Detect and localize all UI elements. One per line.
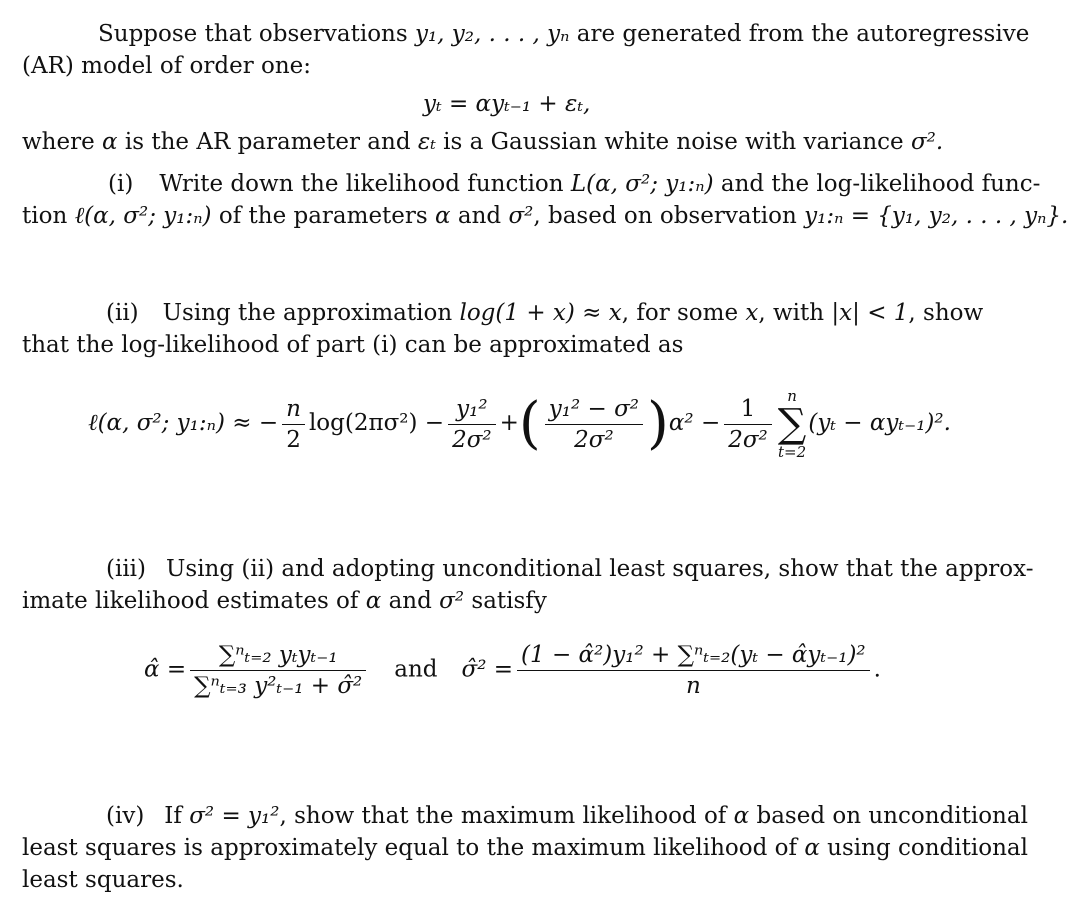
part-iv-line-3: least squares. xyxy=(22,867,184,893)
frac-denominator: 2σ² xyxy=(448,424,496,455)
part-iv-text: If xyxy=(164,803,190,829)
intro-paragraph xyxy=(22,18,1030,82)
fraction-n-over-2 xyxy=(282,394,305,455)
intro-text: are generated from the autoregressive xyxy=(569,21,1030,47)
part-i-line-1 xyxy=(22,168,1041,200)
part-iii-text: satisfy xyxy=(464,588,547,614)
fraction-alpha-hat xyxy=(190,640,366,701)
part-label: (i) xyxy=(108,171,134,197)
part-ii-paragraph xyxy=(22,297,997,361)
intro-text: is a Gaussian white noise with variance xyxy=(435,129,911,155)
fraction-1-over-2sigma xyxy=(724,394,772,455)
part-iv-text: based on unconditional xyxy=(749,803,1028,829)
math-condition: |x| < 1 xyxy=(831,300,909,326)
eq-alpha-squared: α² − xyxy=(668,410,721,436)
intro-line-1 xyxy=(22,18,1030,50)
intro-line-3 xyxy=(22,126,997,158)
part-ii-line-1 xyxy=(22,297,997,329)
part-i-text: and the log-likelihood func- xyxy=(713,171,1041,197)
math-alpha: α xyxy=(102,129,118,155)
approx-log-likelihood-equation xyxy=(88,388,951,460)
part-iii-line-1 xyxy=(22,553,1034,585)
part-ii-text: , with xyxy=(758,300,832,326)
frac-numerator: 1 xyxy=(740,395,756,422)
part-iii-line-2 xyxy=(22,585,997,617)
part-i-text: Write down the likelihood function xyxy=(159,171,571,197)
eq-sigma-hat: σ̂² = xyxy=(461,656,514,683)
frac-denominator: 2σ² xyxy=(724,424,772,455)
math-alpha: α xyxy=(804,835,820,861)
eq-period: . xyxy=(873,656,881,683)
intro-text: where xyxy=(22,129,103,155)
sum-symbol: ∑ xyxy=(777,401,807,447)
math-condition: σ² = y₁² xyxy=(189,803,280,829)
frac-denominator: ∑ⁿₜ₌₃ y²ₜ₋₁ + σ̂² xyxy=(190,670,366,701)
fraction-y1-over-2sigma xyxy=(448,394,496,455)
frac-numerator: y₁² − σ² xyxy=(548,395,640,422)
left-paren: ( xyxy=(518,391,541,456)
intro-text: is the AR parameter and xyxy=(117,129,418,155)
math-alpha: α xyxy=(733,803,750,829)
part-ii-text: Using the approximation xyxy=(162,300,460,326)
summation xyxy=(778,388,807,460)
part-iv-text: , show that the maximum likelihood of xyxy=(279,803,734,829)
math-variance: σ². xyxy=(910,129,944,155)
math-log-likelihood: ℓ(α, σ²; y₁:ₙ) xyxy=(74,203,212,229)
fraction-sigma-hat xyxy=(517,640,870,701)
part-i-text: and xyxy=(450,203,509,229)
part-iii-paragraph xyxy=(22,553,1034,617)
sum-body: (yₜ − αyₜ₋₁)². xyxy=(808,410,951,436)
part-i-paragraph xyxy=(22,168,1068,232)
part-iv-text: using conditional xyxy=(819,835,1028,861)
math-observations: y₁, y₂, . . . , yₙ xyxy=(414,21,570,47)
math-likelihood: L(α, σ²; y₁:ₙ) xyxy=(570,171,714,197)
frac-denominator: n xyxy=(517,670,870,701)
math-x: x xyxy=(745,300,759,326)
ar-model-equation: yₜ = αyₜ₋₁ + εₜ, xyxy=(423,91,591,117)
eq-and: and xyxy=(394,656,438,683)
frac-numerator: ∑ⁿₜ₌₂ yₜyₜ₋₁ xyxy=(218,642,338,668)
estimates-equation xyxy=(144,640,881,701)
eq-log-term: log(2πσ²) − xyxy=(308,410,445,436)
eq-lhs: ℓ(α, σ²; y₁:ₙ) ≈ − xyxy=(88,410,279,436)
part-iv-text: least squares is approximately equal to the maximum likelihood of xyxy=(22,835,805,861)
fraction-y1-minus-sigma xyxy=(545,394,643,455)
math-alpha: α xyxy=(365,588,382,614)
part-label: (ii) xyxy=(106,300,139,326)
eq-alpha-hat: α̂ = xyxy=(144,656,187,683)
math-sigma-sq: σ² xyxy=(508,203,534,229)
right-paren: ) xyxy=(647,391,669,456)
intro-line-2: (AR) model of order one: xyxy=(22,53,312,79)
part-iv-line-2 xyxy=(22,832,1028,864)
part-ii-line-2: that the log-likelihood of part (i) can be approximated as xyxy=(22,332,684,358)
part-i-line-2 xyxy=(22,200,1068,232)
math-sigma-sq: σ² xyxy=(439,588,465,614)
math-approximation: log(1 + x) ≈ x xyxy=(459,300,622,326)
frac-numerator: y₁² xyxy=(456,395,488,422)
math-alpha: α xyxy=(435,203,451,229)
math-epsilon: εₜ xyxy=(417,129,436,155)
intro-text: Suppose that observations xyxy=(98,21,415,47)
part-i-text: tion xyxy=(22,203,75,229)
part-iv-line-1 xyxy=(22,800,1028,832)
eq-plus: + xyxy=(499,410,519,436)
part-label: (iii) xyxy=(106,556,147,582)
math-observation-set: y₁:ₙ = {y₁, y₂, . . . , yₙ}. xyxy=(804,203,1068,229)
frac-denominator: 2 xyxy=(282,424,305,455)
frac-numerator: (1 − α̂²)y₁² + ∑ⁿₜ₌₂(yₜ − α̂yₜ₋₁)² xyxy=(521,642,866,668)
part-i-text: , based on observation xyxy=(533,203,805,229)
part-iii-text: Using (ii) and adopting unconditional least squares, show that the approx- xyxy=(166,556,1034,582)
frac-numerator: n xyxy=(286,395,301,422)
sum-upper-limit: n xyxy=(787,387,797,405)
part-i-text: of the parameters xyxy=(211,203,436,229)
sum-lower-limit: t=2 xyxy=(777,443,807,461)
part-iii-text: and xyxy=(381,588,440,614)
part-ii-text: , show xyxy=(908,300,984,326)
part-label: (iv) xyxy=(106,803,145,829)
part-ii-text: , for some xyxy=(621,300,746,326)
frac-denominator: 2σ² xyxy=(545,424,643,455)
part-iv-paragraph xyxy=(22,800,1028,896)
part-iii-text: imate likelihood estimates of xyxy=(22,588,366,614)
